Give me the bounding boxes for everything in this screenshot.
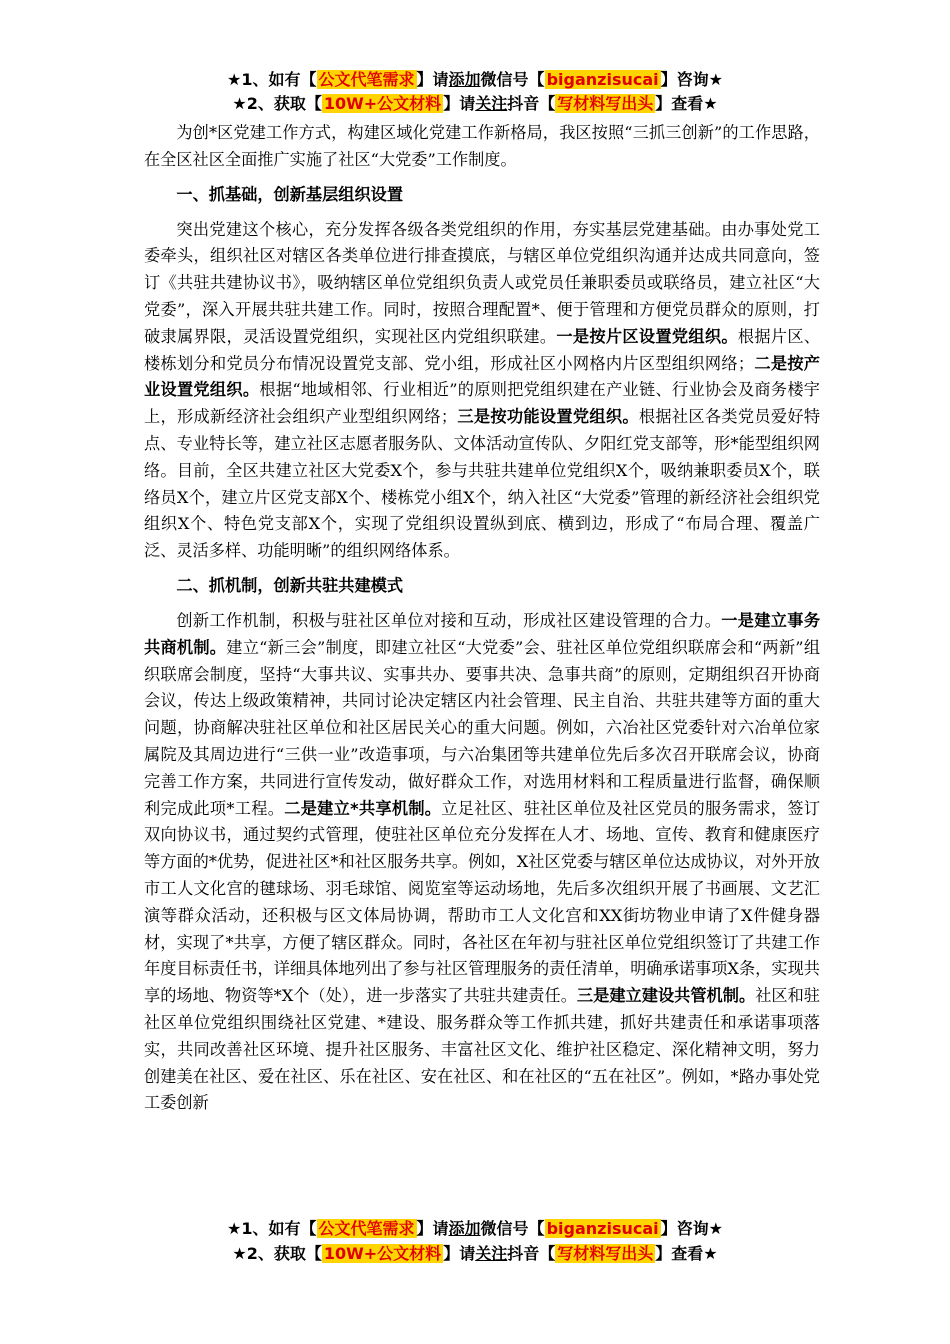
- lead-phrase: 一是按片区设置党组织。: [556, 326, 738, 346]
- banner-highlight: biganzisucai: [546, 70, 659, 89]
- banner-highlight: 写材料写出头: [557, 94, 654, 113]
- paragraph-text: 根据社区各类党员爱好特点、专业特长等，建立社区志愿者服务队、文体活动宣传队、夕阳红党支部等，形*能型组织网络。目前，全区共建立社区大党委X个，参与共驻共建单位党组织X个，吸纳兼职委员X个，联络员X个，建立片区党支部X个、楼栋党小组X个，纳入社区“大党委”管理的新经济社会组织党组织X个、特色党支部X个，实现了党组织设置纵到底、横到边，形成了“布局合理、覆盖广泛、灵活多样、功能明晰”的组织网络体系。: [144, 407, 820, 561]
- banner-highlight: 公文代笔需求: [318, 70, 415, 89]
- banner-text: 】请: [416, 1219, 449, 1238]
- banner-text: 】请: [443, 1244, 476, 1263]
- banner-text: ★1、如有【: [227, 70, 317, 89]
- banner-text: 】咨询★: [660, 1219, 723, 1238]
- paragraph-text: 创新工作机制，积极与驻社区单位对接和互动，形成社区建设管理的合力。: [176, 610, 722, 630]
- banner-highlight: biganzisucai: [546, 1219, 659, 1238]
- banner-text: 微信号【: [480, 70, 545, 89]
- section-1-paragraph: [144, 217, 820, 565]
- paragraph-text: 立足社区、驻社区单位及社区党员的服务需求，签订双向协议书，通过契约式管理，使驻社区单位充分发挥在人才、场地、宣传、教育和健康医疗等方面的*优势，促进社区*和社区服务共享。例如，X社区党委与辖区单位达成协议，对外开放市工人文化宫的毽球场、羽毛球馆、阅览室等运动场地，先后多次组织开展了书画展、文艺汇演等群众活动，还积极与区文体局协调，帮助市工人文化宫和XX街坊物业申请了X件健身器材，实现了*共享，方便了辖区群众。同时，各社区在年初与驻社区单位党组织签订了共建工作年度目标责任书，详细具体地列出了参与社区管理服务的责任清单，明确承诺事项X条，实现共享的场地、物资等*X个（处），进一步落实了共驻共建责任。: [144, 798, 820, 1006]
- lead-phrase: 二是建立*共享机制。: [284, 798, 442, 818]
- paragraph-text: 根据片区、楼栋划分和党员分布情况设置党支部、党小组，形成社区小网格内片区型组织网络；: [144, 326, 820, 373]
- document-body: [144, 120, 820, 1214]
- lead-phrase: 三是建立建设共管机制。: [576, 986, 756, 1006]
- banner-text: 】查看★: [655, 1244, 718, 1263]
- banner-text: 抖音【: [507, 1244, 556, 1263]
- paragraph-text: 建立“新三会”制度，即建立社区“大党委”会、驻社区单位党组织联席会和“两新”组织联席会制度，坚持“大事共议、实事共办、要事共决、急事共商”的原则，定期组织召开协商会议，传达上级政策精神，共同讨论决定辖区内社会管理、民主自治、共驻共建等方面的重大问题，协商解决驻社区单位和社区居民关心的重大问题。例如，六冶社区党委针对六冶单位家属院及其周边进行“三供一业”改造事项，与六冶集团等共建单位先后多次召开联席会议，协商完善工作方案，共同进行宣传发动，做好群众工作，对选用材料和工程质量进行监督，确保顺利完成此项*工程。: [144, 637, 820, 818]
- lead-phrase: 二是按产业设置党组织。: [144, 353, 820, 400]
- banner-text: 抖音【: [507, 94, 556, 113]
- banner-underline: 关注: [475, 94, 508, 113]
- banner-text: 微信号【: [480, 1219, 545, 1238]
- banner-text: 】查看★: [655, 94, 718, 113]
- banner-text: ★2、获取【: [232, 94, 322, 113]
- banner-highlight: 公文代笔需求: [318, 1219, 415, 1238]
- lead-phrase: 三是按功能设置党组织。: [457, 407, 639, 427]
- banner-text: 】请: [443, 94, 476, 113]
- banner-text: 】请: [416, 70, 449, 89]
- intro-paragraph: 为创*区党建工作方式，构建区域化党建工作新格局，我区按照“三抓三创新”的工作思路，在全区社区全面推广实施了社区“大党委”工作制度。: [144, 123, 820, 169]
- paragraph-text: 社区和驻社区单位党组织围绕社区党建、*建设、服务群众等工作抓共建，抓好共建责任和承诺事项落实，共同改善社区环境、提升社区服务、丰富社区文化、维护社区稳定、深化精神文明，努力创建美在社区、爱在社区、乐在社区、安在社区、和在社区的“五在社区”。例如，*路办事处党工委创新: [144, 986, 820, 1113]
- banner-highlight: 写材料写出头: [557, 1244, 654, 1263]
- banner-text: ★1、如有【: [227, 1219, 317, 1238]
- banner-text: ★2、获取【: [232, 1244, 322, 1263]
- banner-line-1-bottom: [100, 1218, 850, 1240]
- section-1-heading: 一、抓基础，创新基层组织设置: [176, 184, 404, 204]
- section-2-paragraph: [144, 608, 820, 1117]
- section-2-heading: 二、抓机制，创新共驻共建模式: [176, 575, 404, 595]
- lead-phrase: 一是建立事务共商机制。: [144, 610, 820, 657]
- banner-highlight: 10W+公文材料: [323, 1244, 442, 1263]
- banner-underline: 添加: [448, 1219, 481, 1238]
- banner-highlight: 10W+公文材料: [323, 94, 442, 113]
- paragraph-text: 根据“地域相邻、行业相近”的原则把党组织建在产业链、行业协会及商务楼宇上，形成新经济社会组织产业型组织网络；: [144, 380, 820, 427]
- banner-text: 】咨询★: [660, 70, 723, 89]
- banner-underline: 关注: [475, 1244, 508, 1263]
- banner-line-1-top: [100, 69, 850, 91]
- banner-line-2-top: [100, 93, 850, 115]
- paragraph-text: 突出党建这个核心，充分发挥各级各类党组织的作用，夯实基层党建基础。由办事处党工委牵头，组织社区对辖区各类单位进行排查摸底，与辖区单位党组织沟通并达成共同意向，签订《共驻共建协议书》，吸纳辖区单位党组织负责人或党员任兼职委员或联络员，建立社区“大党委”，深入开展共驻共建工作。同时，按照合理配置*、便于管理和方便党员群众的原则，打破隶属界限，灵活设置党组织，实现社区内党组织联建。: [144, 219, 820, 346]
- banner-line-2-bottom: [100, 1243, 850, 1265]
- banner-underline: 添加: [448, 70, 481, 89]
